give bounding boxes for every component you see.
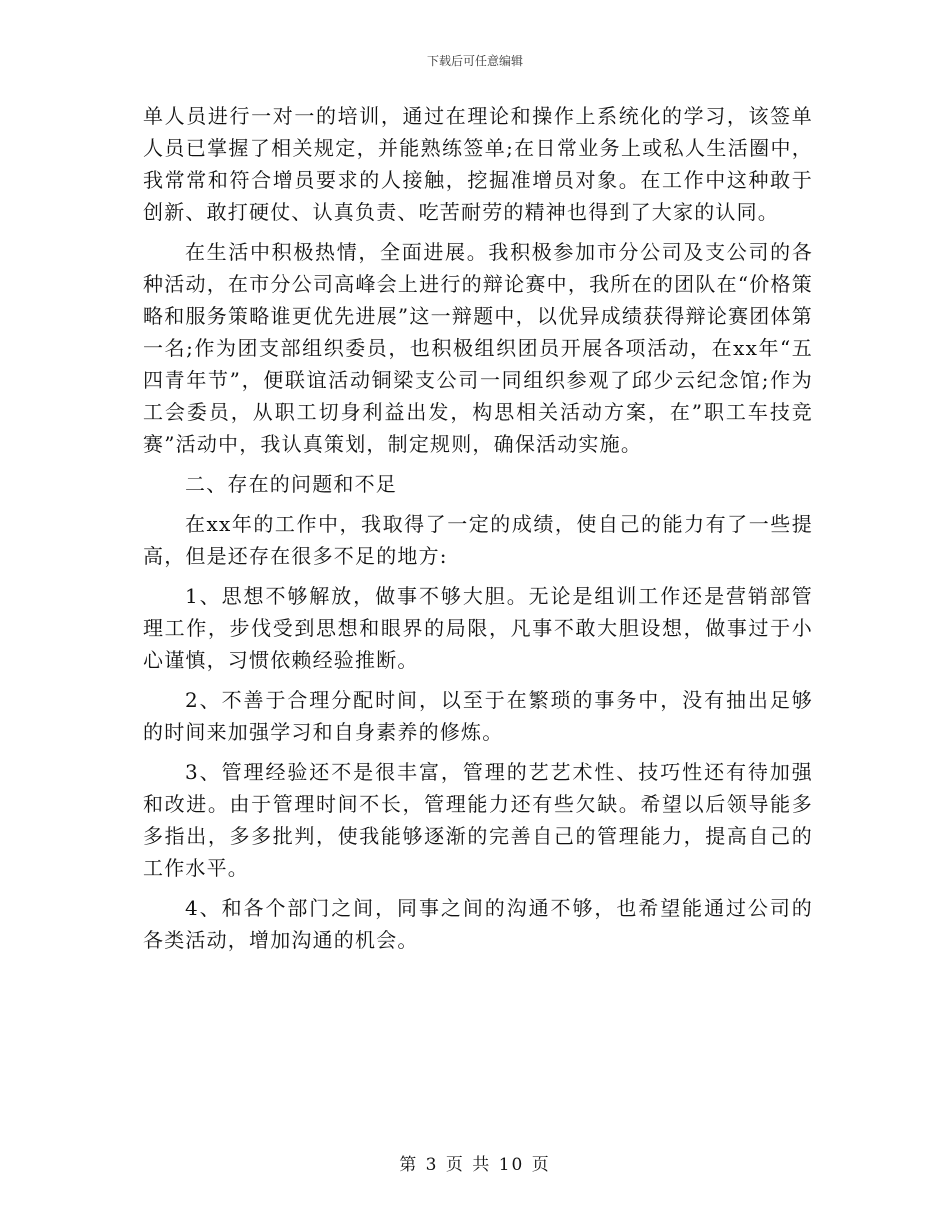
page-header: 下载后可任意编辑 [426, 54, 523, 68]
page-footer: 第 3 页 共 10 页 [399, 1155, 551, 1175]
document-body [143, 100, 813, 964]
list-item-3: 3、管理经验还不是很丰富，管理的艺艺术性、技巧性还有待加强和改进。由于管理时间不长，管理能力还有些欠缺。希望以后领导能多多指出，多多批判，使我能够逐渐的完善自己的管理能力，提高自己的工作水平。 [143, 760, 813, 880]
paragraph-3: 在xx年的工作中，我取得了一定的成绩，使自己的能力有了一些提高，但是还存在很多不足的地方: [143, 512, 813, 568]
section-heading-problems: 二、存在的问题和不足 [185, 472, 397, 496]
list-item-2: 2、不善于合理分配时间，以至于在繁琐的事务中，没有抽出足够的时间来加强学习和自身素养的修炼。 [143, 688, 813, 744]
list-item-1: 1、思想不够解放，做事不够大胆。无论是组训工作还是营销部管理工作，步伐受到思想和眼界的局限，凡事不敢大胆设想，做事过于小心谨慎，习惯依赖经验推断。 [143, 584, 813, 672]
paragraph-1: 单人员进行一对一的培训，通过在理论和操作上系统化的学习，该签单人员已掌握了相关规定，并能熟练签单;在日常业务上或私人生活圈中，我常常和符合增员要求的人接触，挖掘准增员对象。在工作中这种敢于创新、敢打硬仗、认真负责、吃苦耐劳的精神也得到了大家的认同。 [143, 104, 813, 224]
list-item-4: 4、和各个部门之间，同事之间的沟通不够，也希望能通过公司的各类活动，增加沟通的机会。 [143, 896, 813, 952]
paragraph-2: 在生活中积极热情，全面进展。我积极参加市分公司及支公司的各种活动，在市分公司高峰会上进行的辩论赛中，我所在的团队在“价格策略和服务策略谁更优先进展”这一辩题中，以优异成绩获得辩论赛团体第一名;作为团支部组织委员，也积极组织团员开展各项活动，在xx年“五四青年节”，便联谊活动铜梁支公司一同组织参观了邱少云纪念馆;作为工会委员，从职工切身利益出发，构思相关活动方案，在”职工车技竞赛”活动中，我认真策划，制定规则，确保活动实施。 [143, 240, 813, 456]
